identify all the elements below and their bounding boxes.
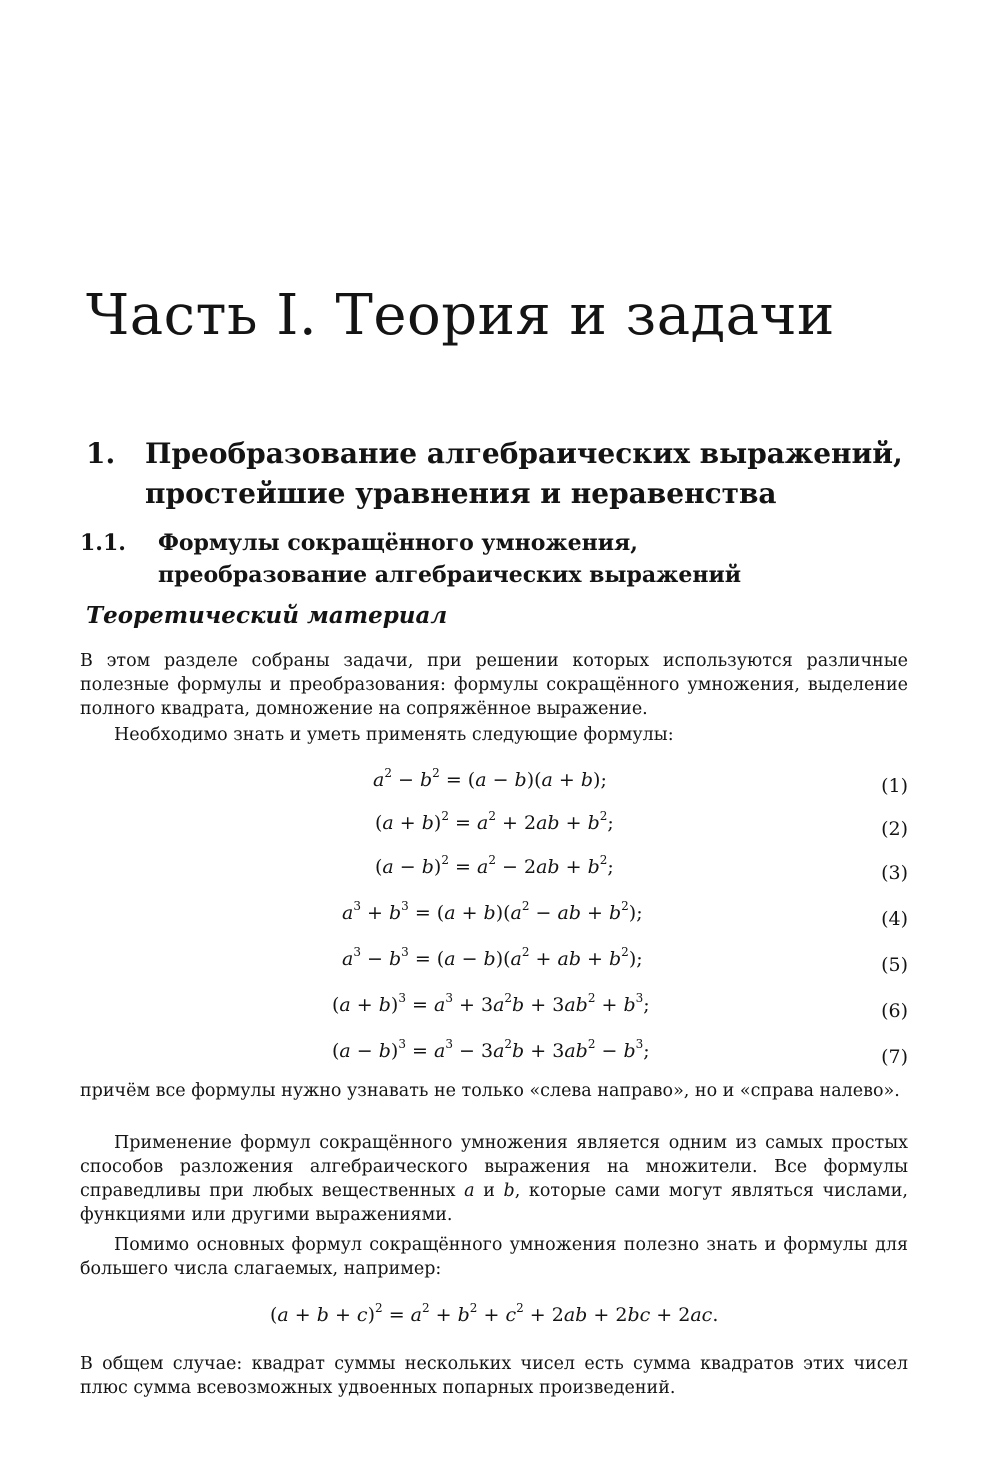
formula-expression: $a^3 + b^3 = (a + b)(a^2$ − ab + $b^2$); <box>342 899 643 924</box>
formula-expression: $(a + b)^2 = a^2 + 2ab + b^2$; <box>375 809 614 834</box>
formula-expression: $(a + b + c)^2 = a^2 + b^2 + c^2 + 2ab + 2bc + 2ac$. <box>270 1301 719 1326</box>
section-title <box>145 434 903 514</box>
formula-expression: $(a + b)^3 = a^3 + 3a^2b + 3ab^2 + b^3$; <box>332 991 650 1016</box>
formula-number: (2) <box>881 818 908 840</box>
paragraph-need-to-know: Необходимо знать и уметь применять следующие формулы: <box>114 725 674 745</box>
formula-expression: $a^2 - b^2 = (a - b)(a + b)$; <box>373 766 607 791</box>
paragraph-general-case: В общем случае: квадрат суммы нескольких чисел есть сумма квадратов этих чисел плюс сумма всевозможных удвоенных попарных произведений. <box>80 1354 908 1398</box>
part-title: Часть I. Теория и задачи <box>86 283 835 348</box>
formula-4 <box>80 896 908 930</box>
section-title-line: Преобразование алгебраических выражений, <box>145 437 903 470</box>
paragraph-intro: В этом разделе собраны задачи, при решении которых используются различные полезные формулы и преобразования: формулы сокращённого умножения, выделение полного квадрата, домножение на сопряжённое выражение. <box>80 651 908 719</box>
formula-7 <box>80 1034 908 1068</box>
formula-5 <box>80 942 908 976</box>
variable-a: a <box>464 1181 475 1201</box>
theory-heading: Теоретический материал <box>86 602 448 629</box>
formula-number: (4) <box>881 908 908 930</box>
subsection-title-line: преобразование алгебраических выражений <box>158 562 742 588</box>
subsection-title-line: Формулы сокращённого умножения, <box>158 530 638 556</box>
section-number: 1. <box>86 437 116 470</box>
formula-6 <box>80 988 908 1022</box>
subsection-number: 1.1. <box>80 530 126 556</box>
paragraph-more-terms: Помимо основных формул сокращённого умножения полезно знать и формулы для большего числа слагаемых, например: <box>80 1235 908 1279</box>
formula-number: (5) <box>881 954 908 976</box>
formula-number: (6) <box>881 1000 908 1022</box>
formula-2 <box>80 806 908 840</box>
formula-number: (3) <box>881 862 908 884</box>
formula-expression: $(a - b)^3 = a^3 - 3a^2b + 3ab^2 - b^3$; <box>332 1037 650 1062</box>
formula-3 <box>80 850 908 884</box>
subsection-title <box>158 527 741 591</box>
formula-number: (1) <box>881 775 908 797</box>
section-title-line: простейшие уравнения и неравенства <box>145 477 777 510</box>
paragraph-application: Применение формул сокращённого умножения является одним из самых простых способов разложения алгебраического выражения на множители. Все формулы справедливы при любых вещественных a и b, которые сами могут являться числами, функциями или другими выражениями. <box>80 1133 908 1225</box>
formula-number: (7) <box>881 1046 908 1068</box>
formula-1 <box>80 763 908 797</box>
formula-expression: $(a - b)^2 = a^2 - 2ab + b^2$; <box>375 853 614 878</box>
variable-b: b <box>503 1181 515 1201</box>
formula-trinomial <box>80 1298 908 1332</box>
formula-expression: $a^3 - b^3 = (a - b)(a^2$ + ab + $b^2$); <box>342 945 643 970</box>
paragraph-both-ways: причём все формулы нужно узнавать не только «слева направо», но и «справа налево». <box>80 1081 900 1101</box>
